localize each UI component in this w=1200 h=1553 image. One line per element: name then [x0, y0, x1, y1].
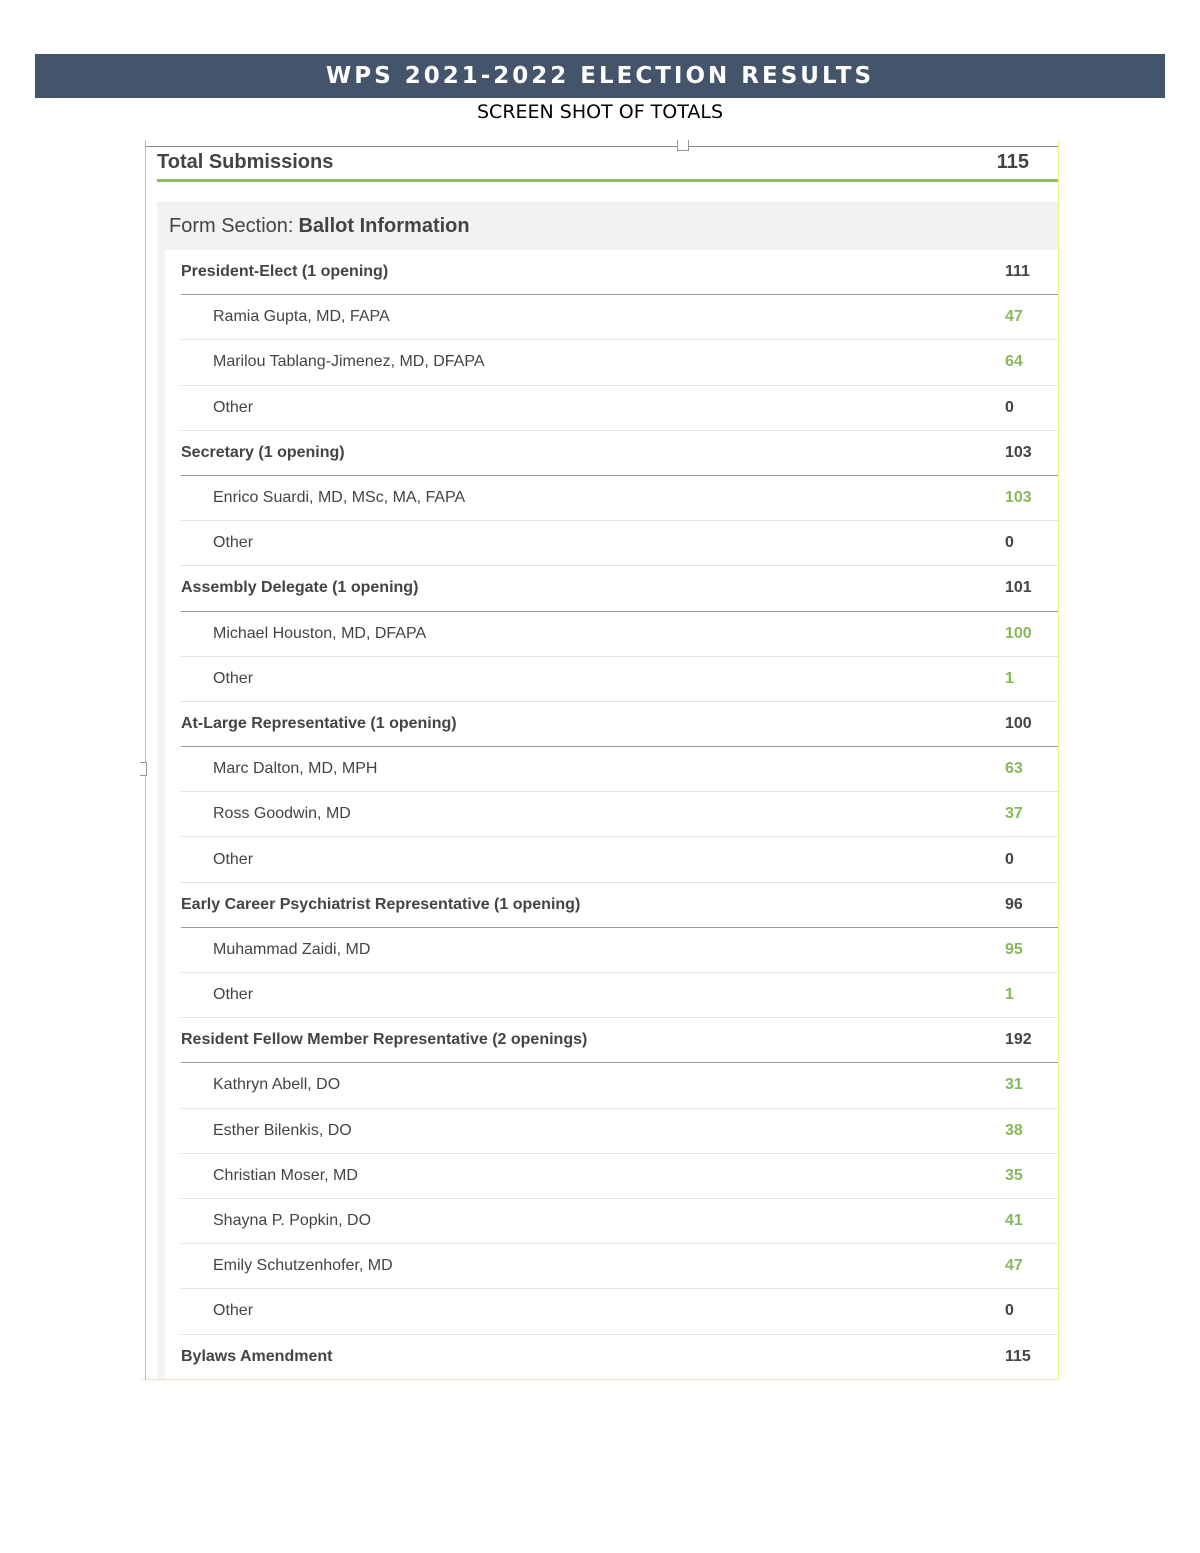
question-row	[181, 1335, 1059, 1380]
option-row	[181, 612, 1059, 657]
form-section-prefix: Form Section:	[169, 214, 294, 237]
option-count: 1	[1005, 669, 1014, 687]
option-row	[181, 1244, 1059, 1289]
option-count: 0	[1005, 850, 1014, 868]
form-section-name: Ballot Information	[298, 214, 470, 237]
resize-handle-top[interactable]	[677, 140, 689, 151]
option-row	[181, 1289, 1059, 1334]
option-row	[181, 1199, 1059, 1244]
question-label: Resident Fellow Member Representative (2 openings)	[181, 1031, 588, 1049]
screenshot-frame	[141, 140, 1059, 1380]
option-count: 41	[1005, 1212, 1023, 1230]
option-label: Other	[213, 850, 254, 868]
option-label: Other	[213, 986, 254, 1004]
question-label: Bylaws Amendment	[181, 1347, 333, 1365]
question-row	[181, 1018, 1059, 1063]
option-label: Kathryn Abell, DO	[213, 1076, 341, 1094]
option-count: 1	[1005, 986, 1014, 1004]
option-count: 0	[1005, 1302, 1014, 1320]
option-count: 47	[1005, 1257, 1023, 1275]
option-label: Enrico Suardi, MD, MSc, MA, FAPA	[213, 489, 466, 507]
option-row	[181, 295, 1059, 340]
question-total: 96	[1005, 895, 1023, 913]
question-label: At-Large Representative (1 opening)	[181, 714, 457, 732]
page-subtitle: SCREEN SHOT OF TOTALS	[477, 101, 723, 123]
option-row	[181, 1063, 1059, 1108]
resize-handle-left[interactable]	[140, 762, 147, 776]
option-row	[181, 521, 1059, 566]
option-count: 47	[1005, 308, 1023, 326]
question-label: Early Career Psychiatrist Representative (1 opening)	[181, 895, 581, 913]
question-row	[181, 566, 1059, 611]
question-total: 111	[1005, 263, 1030, 281]
question-row	[181, 431, 1059, 476]
option-count: 37	[1005, 805, 1023, 823]
option-count: 100	[1005, 624, 1032, 642]
question-total: 115	[1005, 1347, 1031, 1365]
option-row	[181, 792, 1059, 837]
option-row	[181, 973, 1059, 1018]
question-row	[181, 883, 1059, 928]
form-section-header	[157, 202, 1059, 250]
option-label: Esther Bilenkis, DO	[213, 1121, 352, 1139]
option-row	[181, 1109, 1059, 1154]
option-row	[181, 928, 1059, 973]
option-count: 31	[1005, 1076, 1023, 1094]
option-row	[181, 837, 1059, 882]
option-label: Michael Houston, MD, DFAPA	[213, 624, 427, 642]
frame-left-edge	[145, 140, 146, 1380]
results-list	[165, 250, 1059, 1380]
option-label: Other	[213, 534, 254, 552]
question-row	[181, 702, 1059, 747]
option-count: 35	[1005, 1166, 1023, 1184]
form-section	[157, 202, 1059, 1380]
question-label: Secretary (1 opening)	[181, 443, 345, 461]
question-row	[181, 250, 1059, 295]
option-label: Other	[213, 1302, 254, 1320]
total-submissions-row	[157, 146, 1059, 182]
total-submissions-label: Total Submissions	[157, 151, 334, 173]
title-banner	[35, 54, 1165, 98]
option-row	[181, 747, 1059, 792]
option-count: 0	[1005, 398, 1014, 416]
option-label: Marc Dalton, MD, MPH	[213, 760, 378, 778]
option-label: Ramia Gupta, MD, FAPA	[213, 308, 390, 326]
question-label: President-Elect (1 opening)	[181, 263, 389, 281]
question-total: 101	[1005, 579, 1032, 597]
option-label: Other	[213, 669, 254, 687]
option-count: 38	[1005, 1121, 1023, 1139]
option-count: 63	[1005, 760, 1023, 778]
option-label: Emily Schutzenhofer, MD	[213, 1257, 393, 1275]
option-label: Christian Moser, MD	[213, 1166, 358, 1184]
option-label: Muhammad Zaidi, MD	[213, 940, 371, 958]
option-row	[181, 1154, 1059, 1199]
option-label: Shayna P. Popkin, DO	[213, 1212, 372, 1230]
option-row	[181, 340, 1059, 385]
option-label: Other	[213, 398, 254, 416]
option-row	[181, 386, 1059, 431]
option-row	[181, 657, 1059, 702]
question-label: Assembly Delegate (1 opening)	[181, 579, 419, 597]
page-title: WPS 2021-2022 ELECTION RESULTS	[325, 63, 875, 89]
option-count: 0	[1005, 534, 1014, 552]
question-total: 100	[1005, 714, 1032, 732]
question-total: 103	[1005, 443, 1032, 461]
option-row	[181, 476, 1059, 521]
option-count: 64	[1005, 353, 1023, 371]
option-count: 103	[1005, 489, 1032, 507]
option-label: Ross Goodwin, MD	[213, 805, 351, 823]
question-total: 192	[1005, 1031, 1032, 1049]
total-submissions-value: 115	[996, 151, 1029, 173]
option-count: 95	[1005, 940, 1023, 958]
option-label: Marilou Tablang-Jimenez, MD, DFAPA	[213, 353, 485, 371]
